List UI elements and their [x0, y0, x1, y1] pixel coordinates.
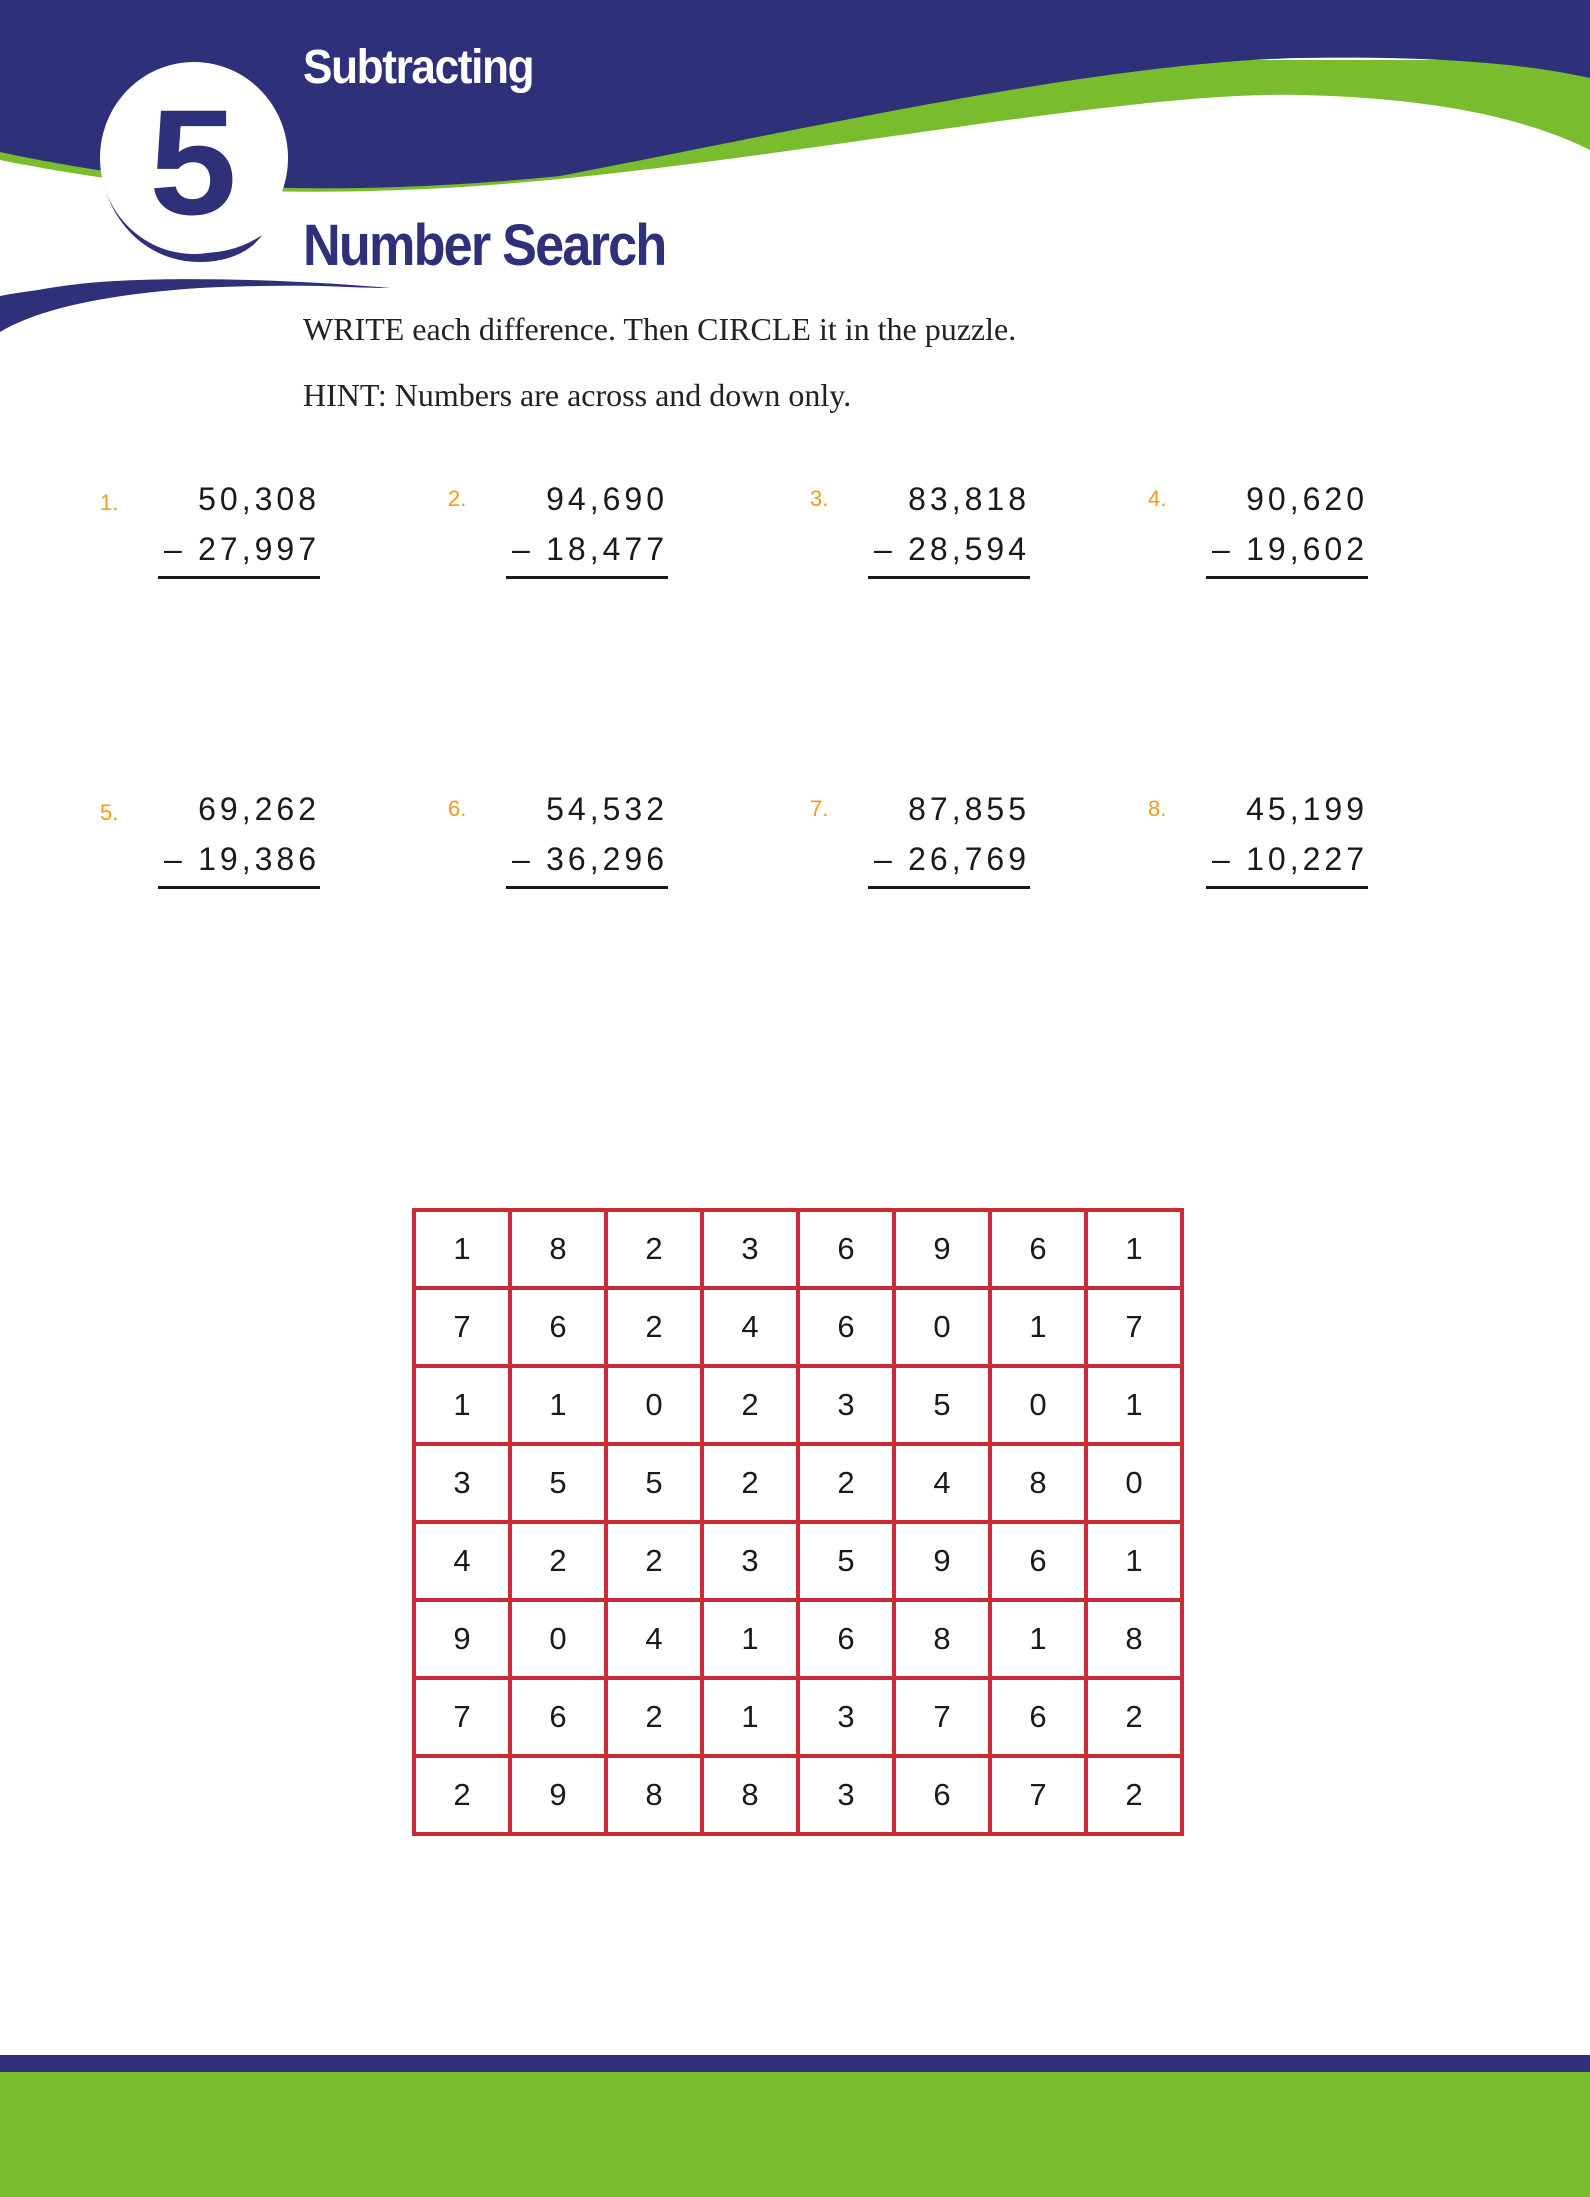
problem-stack: [158, 474, 320, 579]
grid-cell[interactable]: 2: [606, 1522, 702, 1600]
grid-cell[interactable]: 7: [414, 1288, 510, 1366]
answer-line[interactable]: [506, 576, 668, 579]
grid-row: [414, 1522, 1182, 1600]
grid-row: [414, 1210, 1182, 1288]
grid-cell[interactable]: 3: [414, 1444, 510, 1522]
grid-row: [414, 1444, 1182, 1522]
grid-cell[interactable]: 2: [702, 1444, 798, 1522]
problem-stack: [1206, 474, 1368, 579]
grid-cell[interactable]: 9: [894, 1522, 990, 1600]
grid-row: [414, 1600, 1182, 1678]
problem-stack: [868, 784, 1030, 889]
grid-cell[interactable]: 5: [606, 1444, 702, 1522]
minuend: 87,855: [908, 791, 1030, 827]
grid-cell[interactable]: 4: [894, 1444, 990, 1522]
problem-7: [810, 780, 1110, 890]
grid-cell[interactable]: 0: [990, 1366, 1086, 1444]
grid-cell[interactable]: 1: [990, 1600, 1086, 1678]
grid-cell[interactable]: 7: [1086, 1288, 1182, 1366]
grid-cell[interactable]: 5: [894, 1366, 990, 1444]
grid-cell[interactable]: 2: [510, 1522, 606, 1600]
grid-cell[interactable]: 8: [606, 1756, 702, 1834]
problem-number: 5.: [100, 800, 119, 825]
grid-cell[interactable]: 4: [702, 1288, 798, 1366]
grid-cell[interactable]: 6: [510, 1288, 606, 1366]
answer-line[interactable]: [1206, 886, 1368, 889]
minus-sign: –: [1212, 531, 1230, 567]
grid-cell[interactable]: 4: [606, 1600, 702, 1678]
answer-line[interactable]: [158, 576, 320, 579]
minus-sign: –: [164, 531, 182, 567]
problem-5: [100, 780, 400, 890]
grid-cell[interactable]: 5: [798, 1522, 894, 1600]
grid-cell[interactable]: 1: [1086, 1366, 1182, 1444]
minuend: 54,532: [546, 791, 668, 827]
grid-cell[interactable]: 1: [1086, 1210, 1182, 1288]
grid-cell[interactable]: 6: [894, 1756, 990, 1834]
grid-cell[interactable]: 6: [798, 1288, 894, 1366]
grid-row: [414, 1756, 1182, 1834]
number-search-grid: [412, 1208, 1184, 1836]
grid-cell[interactable]: 3: [798, 1756, 894, 1834]
grid-cell[interactable]: 6: [510, 1678, 606, 1756]
minus-sign: –: [164, 841, 182, 877]
minus-sign: –: [874, 531, 892, 567]
grid-cell[interactable]: 3: [702, 1210, 798, 1288]
problem-stack: [506, 474, 668, 579]
subtrahend: 18,477: [546, 531, 668, 567]
section-number-badge: 5: [149, 78, 237, 246]
subtrahend: 27,997: [198, 531, 320, 567]
answer-line[interactable]: [506, 886, 668, 889]
subtrahend: 28,594: [908, 531, 1030, 567]
grid-cell[interactable]: 1: [990, 1288, 1086, 1366]
grid-cell[interactable]: 2: [702, 1366, 798, 1444]
problem-3: [810, 470, 1110, 580]
grid-cell[interactable]: 2: [606, 1210, 702, 1288]
category-title: Subtracting: [303, 41, 534, 94]
answer-line[interactable]: [868, 886, 1030, 889]
grid-cell[interactable]: 7: [414, 1678, 510, 1756]
grid-cell[interactable]: 1: [414, 1366, 510, 1444]
grid-cell[interactable]: 3: [798, 1366, 894, 1444]
problem-stack: [868, 474, 1030, 579]
grid-cell[interactable]: 2: [606, 1678, 702, 1756]
minuend: 69,262: [198, 791, 320, 827]
minus-sign: –: [512, 841, 530, 877]
problem-stack: [506, 784, 668, 889]
grid-cell[interactable]: 6: [798, 1600, 894, 1678]
grid-cell[interactable]: 6: [798, 1210, 894, 1288]
grid-cell[interactable]: 9: [510, 1756, 606, 1834]
grid-row: [414, 1366, 1182, 1444]
grid-cell[interactable]: 5: [510, 1444, 606, 1522]
grid-cell[interactable]: 9: [894, 1210, 990, 1288]
subtrahend: 10,227: [1246, 841, 1368, 877]
grid-cell[interactable]: 1: [1086, 1522, 1182, 1600]
grid-cell[interactable]: 1: [510, 1366, 606, 1444]
grid-cell[interactable]: 7: [894, 1678, 990, 1756]
problem-1: [100, 470, 400, 580]
grid-cell[interactable]: 2: [798, 1444, 894, 1522]
problem-number: 3.: [810, 486, 829, 511]
grid-cell[interactable]: 8: [510, 1210, 606, 1288]
problem-number: 1.: [100, 490, 119, 515]
grid-cell[interactable]: 3: [702, 1522, 798, 1600]
minus-sign: –: [512, 531, 530, 567]
subtrahend: 19,602: [1246, 531, 1368, 567]
grid-cell[interactable]: 1: [702, 1678, 798, 1756]
minuend: 45,199: [1246, 791, 1368, 827]
instructions: [303, 310, 1016, 442]
problem-number: 8.: [1148, 796, 1167, 821]
grid-cell[interactable]: 0: [606, 1366, 702, 1444]
grid-cell[interactable]: 0: [1086, 1444, 1182, 1522]
grid-cell[interactable]: 1: [702, 1600, 798, 1678]
problem-2: [448, 470, 748, 580]
grid-cell[interactable]: 2: [414, 1756, 510, 1834]
minus-sign: –: [874, 841, 892, 877]
grid-cell[interactable]: 8: [702, 1756, 798, 1834]
answer-line[interactable]: [158, 886, 320, 889]
minuend: 94,690: [546, 481, 668, 517]
grid-cell[interactable]: 8: [990, 1444, 1086, 1522]
grid-cell[interactable]: 2: [606, 1288, 702, 1366]
grid-cell[interactable]: 7: [990, 1756, 1086, 1834]
problem-number: 2.: [448, 486, 467, 511]
footer-navy-band: [0, 2055, 1590, 2072]
answer-line[interactable]: [868, 576, 1030, 579]
footer-green-band: [0, 2072, 1590, 2197]
grid-cell[interactable]: 8: [1086, 1600, 1182, 1678]
grid-cell[interactable]: 6: [990, 1522, 1086, 1600]
minus-sign: –: [1212, 841, 1230, 877]
subtrahend: 26,769: [908, 841, 1030, 877]
hint-text: HINT: Numbers are across and down only.: [303, 377, 852, 413]
minuend: 83,818: [908, 481, 1030, 517]
minuend: 50,308: [198, 481, 320, 517]
grid-cell[interactable]: 0: [894, 1288, 990, 1366]
subtrahend: 36,296: [546, 841, 668, 877]
grid-row: [414, 1288, 1182, 1366]
grid-cell[interactable]: 9: [414, 1600, 510, 1678]
problem-number: 6.: [448, 796, 467, 821]
grid-cell[interactable]: 1: [414, 1210, 510, 1288]
grid-cell[interactable]: 6: [990, 1678, 1086, 1756]
grid-cell[interactable]: 0: [510, 1600, 606, 1678]
grid-cell[interactable]: 2: [1086, 1678, 1182, 1756]
grid-cell[interactable]: 8: [894, 1600, 990, 1678]
problem-8: [1148, 780, 1448, 890]
grid-cell[interactable]: 6: [990, 1210, 1086, 1288]
instruction-text: WRITE each difference. Then CIRCLE it in the puzzle.: [303, 311, 1017, 347]
subtrahend: 19,386: [198, 841, 320, 877]
problem-6: [448, 780, 748, 890]
problem-stack: [1206, 784, 1368, 889]
problem-stack: [158, 784, 320, 889]
answer-line[interactable]: [1206, 576, 1368, 579]
grid-row: [414, 1678, 1182, 1756]
problem-number: 4.: [1148, 486, 1167, 511]
page-title: Number Search: [303, 213, 666, 278]
problem-number: 7.: [810, 796, 829, 821]
grid-cell[interactable]: 2: [1086, 1756, 1182, 1834]
grid-cell[interactable]: 4: [414, 1522, 510, 1600]
problem-4: [1148, 470, 1448, 580]
minuend: 90,620: [1246, 481, 1368, 517]
grid-cell[interactable]: 3: [798, 1678, 894, 1756]
